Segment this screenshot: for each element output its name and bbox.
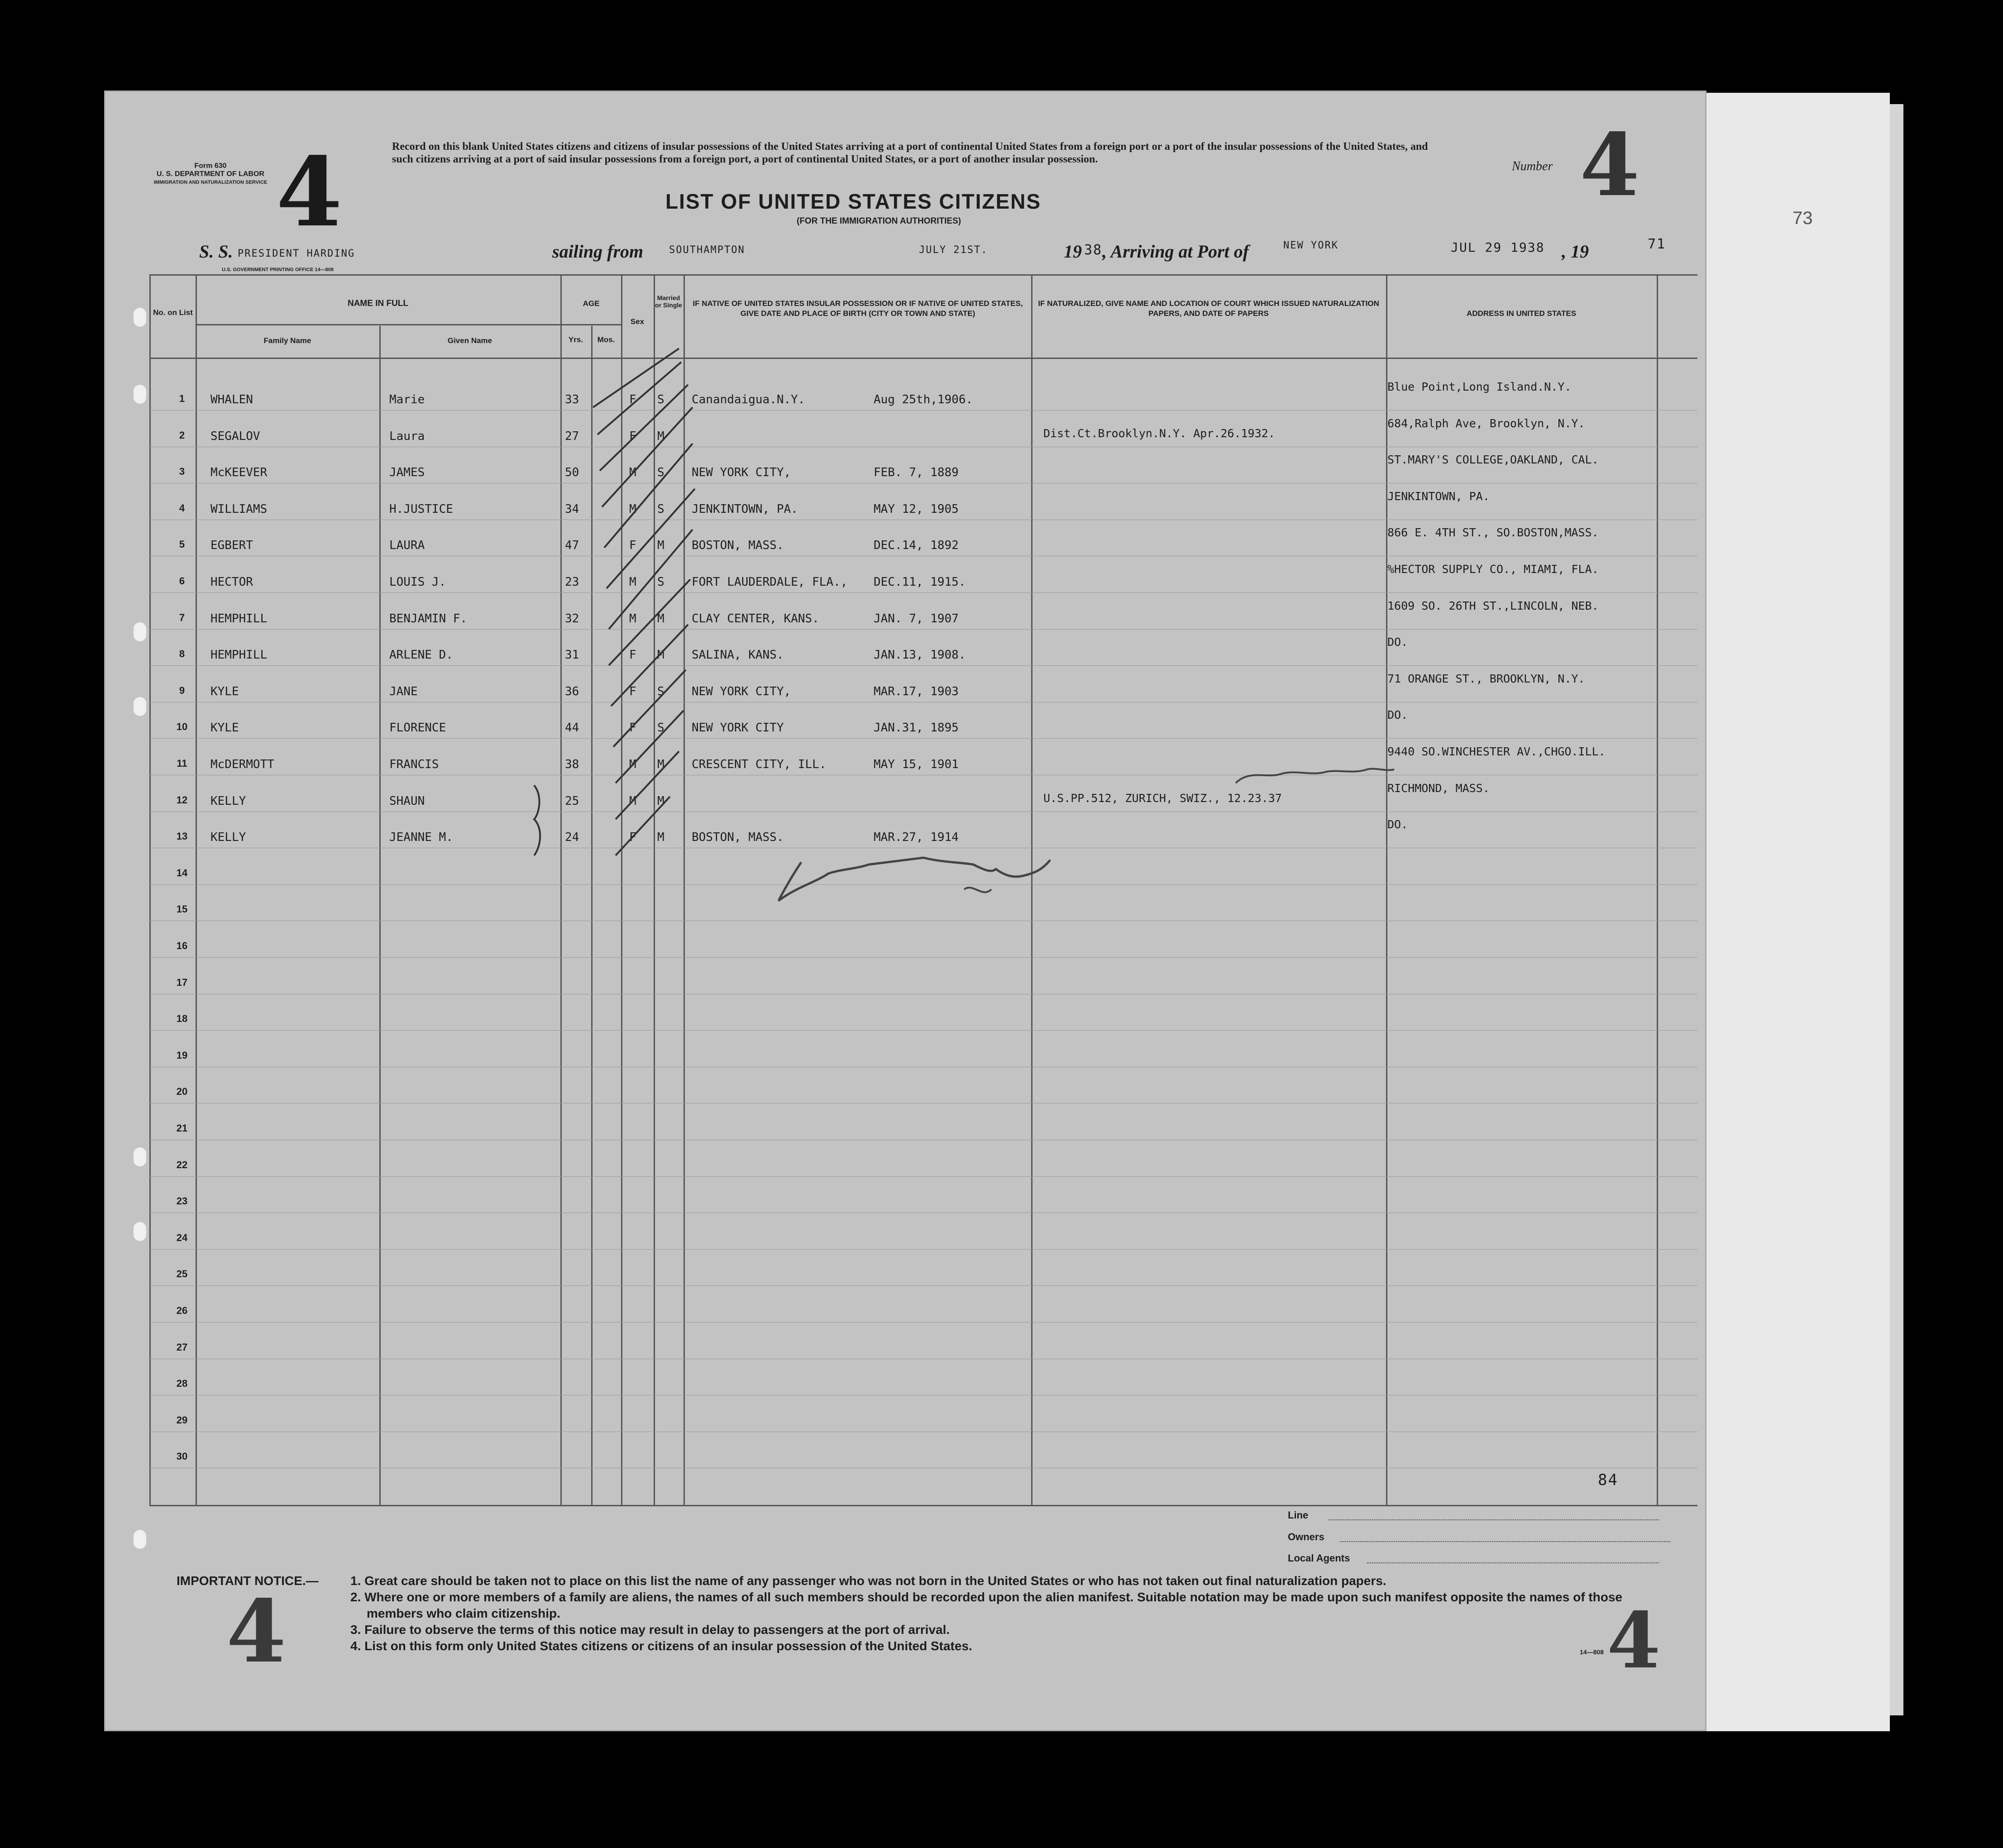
bracket-mark xyxy=(534,785,540,855)
row-number: 30 xyxy=(176,1451,188,1462)
marital-status-cell: S xyxy=(657,502,664,516)
check-stroke xyxy=(609,530,693,629)
header-years: Yrs. xyxy=(568,335,583,344)
row-number: 18 xyxy=(176,1013,188,1025)
birth-date-cell: FEB. 7, 1889 xyxy=(874,466,959,480)
sex-cell: M xyxy=(629,794,636,808)
check-stroke xyxy=(616,797,670,855)
given-name-cell: LAURA xyxy=(389,539,425,553)
page-subtitle: (FOR THE IMMIGRATION AUTHORITIES) xyxy=(797,216,961,226)
row-number: 23 xyxy=(176,1195,188,1207)
address-cell: Blue Point,Long Island.N.Y. xyxy=(1387,380,1572,393)
row-number: 26 xyxy=(176,1305,188,1316)
family-name-cell: WILLIAMS xyxy=(210,502,268,516)
birthplace-cell: FORT LAUDERDALE, FLA., xyxy=(692,575,848,589)
notice-item-4: 4. List on this form only United States citizens or citizens of an insular possession of the United States. xyxy=(350,1639,972,1653)
check-stroke xyxy=(604,444,693,548)
signature-suffix xyxy=(964,888,991,892)
marital-status-cell: S xyxy=(657,721,664,735)
address-cell: DO. xyxy=(1387,818,1408,831)
year-value: 38 xyxy=(1084,242,1103,258)
sex-cell: F xyxy=(629,684,636,698)
sex-cell: F xyxy=(629,429,636,443)
age-cell: 23 xyxy=(565,575,579,589)
row-number: 15 xyxy=(176,903,188,915)
marital-status-cell: M xyxy=(657,794,664,808)
row-number: 3 xyxy=(179,466,185,478)
owners-label: Owners xyxy=(1288,1531,1324,1542)
row-number: 21 xyxy=(176,1122,188,1134)
arrival-stamp: JUL 29 1938 xyxy=(1451,240,1545,255)
line-label: Line xyxy=(1288,1509,1309,1521)
header-naturalization: IF NATURALIZED, GIVE NAME AND LOCATION OF COURT WHICH ISSUED NATURALIZATION PAPERS, AND DATE OF PAPERS xyxy=(1038,299,1379,318)
family-name-cell: EGBERT xyxy=(210,539,253,553)
important-notice xyxy=(177,1573,1670,1654)
age-cell: 33 xyxy=(565,393,579,406)
row-number: 1 xyxy=(179,393,185,404)
marital-status-cell: M xyxy=(657,611,664,626)
age-cell: 47 xyxy=(565,539,579,553)
check-stroke xyxy=(598,362,681,435)
family-name-cell: KYLE xyxy=(210,684,239,698)
given-name-cell: FLORENCE xyxy=(389,721,446,735)
address-cell: DO. xyxy=(1387,635,1408,649)
port-from: SOUTHAMPTON xyxy=(669,244,745,256)
check-stroke xyxy=(616,711,684,783)
check-stroke xyxy=(611,625,688,706)
given-name-cell: JANE xyxy=(389,684,418,698)
naturalization-cell: Dist.Ct.Brooklyn.N.Y. Apr.26.1932. xyxy=(1043,426,1275,440)
check-stroke xyxy=(616,751,679,819)
given-name-cell: Marie xyxy=(389,393,425,406)
port-arrival: NEW YORK xyxy=(1283,240,1339,251)
birth-date-cell: DEC.11, 1915. xyxy=(874,575,966,589)
row-number: 2 xyxy=(179,429,185,441)
sex-cell: F xyxy=(629,721,636,735)
family-name-cell: McDERMOTT xyxy=(210,758,274,771)
row-number: 12 xyxy=(176,794,188,806)
row-number: 24 xyxy=(176,1232,188,1243)
birth-date-cell: Aug 25th,1906. xyxy=(874,393,973,406)
address-cell: DO. xyxy=(1387,708,1408,722)
row-number: 17 xyxy=(176,976,188,988)
given-name-cell: JAMES xyxy=(389,466,425,480)
row-number: 27 xyxy=(176,1341,188,1353)
row-number: 20 xyxy=(176,1086,188,1098)
service: IMMIGRATION AND NATURALIZATION SERVICE xyxy=(153,180,268,185)
birthplace-cell: Canandaigua.N.Y. xyxy=(692,393,805,406)
row-number: 29 xyxy=(176,1414,188,1426)
check-stroke xyxy=(607,489,695,588)
marital-status-cell: S xyxy=(657,466,664,480)
sex-cell: F xyxy=(629,393,636,406)
footer-printer-id: 14—808 xyxy=(1580,1648,1604,1656)
printer-id: U.S. GOVERNMENT PRINTING OFFICE 14—808 xyxy=(222,267,334,272)
marital-status-cell: M xyxy=(657,831,664,845)
ship-name: PRESIDENT HARDING xyxy=(238,248,355,259)
page-title: LIST OF UNITED STATES CITIZENS xyxy=(665,190,1042,213)
row-number: 14 xyxy=(176,867,188,879)
sex-cell: M xyxy=(629,758,636,771)
page-number-bottom: 84 xyxy=(1598,1471,1618,1489)
row-number: 5 xyxy=(179,539,185,550)
given-name-cell: Laura xyxy=(389,429,425,443)
age-cell: 27 xyxy=(565,429,579,443)
header-family-name: Family Name xyxy=(263,336,311,345)
address-cell: RICHMOND, MASS. xyxy=(1387,781,1490,795)
birth-date-cell: MAY 15, 1901 xyxy=(874,758,959,771)
marital-status-cell: S xyxy=(657,393,664,406)
birth-date-cell: JAN.31, 1895 xyxy=(874,721,959,735)
marital-status-cell: S xyxy=(657,575,664,589)
footer-number-right: 4 xyxy=(1607,1595,1661,1686)
year2-prefix: , 19 xyxy=(1562,241,1589,262)
header-given-name: Given Name xyxy=(447,336,492,345)
birthplace-cell: JENKINTOWN, PA. xyxy=(692,502,798,516)
birthplace-cell: CRESCENT CITY, ILL. xyxy=(692,758,827,771)
sex-cell: F xyxy=(629,831,636,845)
sex-cell: M xyxy=(629,502,636,516)
family-name-cell: WHALEN xyxy=(210,393,253,406)
address-cell: %HECTOR SUPPLY CO., MIAMI, FLA. xyxy=(1387,563,1599,576)
handwritten-note-parents xyxy=(1236,769,1394,783)
birthplace-cell: NEW YORK CITY, xyxy=(692,466,791,480)
age-cell: 38 xyxy=(565,758,579,771)
row-number: 6 xyxy=(179,575,185,587)
form-number-large: 4 xyxy=(276,136,343,248)
naturalization-cell: U.S.PP.512, ZURICH, SWIZ., 12.23.37 xyxy=(1043,791,1282,805)
address-cell: 9440 SO.WINCHESTER AV.,CHGO.ILL. xyxy=(1387,745,1606,758)
row-number: 8 xyxy=(179,648,185,660)
row-number: 16 xyxy=(176,940,188,951)
arriving-label: , Arriving at Port of xyxy=(1102,241,1249,262)
age-cell: 50 xyxy=(565,466,579,480)
given-name-cell: BENJAMIN F. xyxy=(389,611,468,626)
given-name-cell: JEANNE M. xyxy=(389,831,453,845)
sex-cell: M xyxy=(629,611,636,626)
birthplace-cell: NEW YORK CITY, xyxy=(692,684,791,698)
check-marks xyxy=(593,349,695,855)
year-prefix: 19 xyxy=(1064,241,1082,262)
marital-status-cell: M xyxy=(657,758,664,771)
departure-date: JULY 21ST. xyxy=(919,244,988,256)
notice-item-1: 1. Great care should be taken not to place on this list the name of any passenger who was not born in the United States or who has not taken out final naturalization papers. xyxy=(350,1574,1386,1588)
address-cell: 866 E. 4TH ST., SO.BOSTON,MASS. xyxy=(1387,526,1599,540)
corner-stamp: 71 xyxy=(1648,236,1666,252)
birthplace-cell: BOSTON, MASS. xyxy=(692,831,784,845)
family-name-cell: KELLY xyxy=(210,831,246,845)
header-sex: Sex xyxy=(630,317,645,326)
header-age: AGE xyxy=(583,299,600,308)
local-agents-label: Local Agents xyxy=(1288,1552,1350,1564)
marital-status-cell: M xyxy=(657,648,664,662)
ss-label: S. S. xyxy=(199,241,233,262)
family-name-cell: KYLE xyxy=(210,721,239,735)
header-married-single: Married or Single xyxy=(655,294,682,309)
family-name-cell: HEMPHILL xyxy=(210,648,268,662)
birthplace-cell: SALINA, KANS. xyxy=(692,648,784,662)
age-cell: 36 xyxy=(565,684,579,698)
sex-cell: M xyxy=(629,466,636,480)
age-cell: 25 xyxy=(565,794,579,808)
row-number: 4 xyxy=(179,502,185,514)
birth-date-cell: DEC.14, 1892 xyxy=(874,539,959,553)
family-name-cell: McKEEVER xyxy=(210,466,268,480)
row-number: 9 xyxy=(179,684,185,696)
given-name-cell: H.JUSTICE xyxy=(389,502,453,516)
birth-date-cell: JAN.13, 1908. xyxy=(874,648,966,662)
form-code: Form 630 xyxy=(194,162,227,170)
side-page-number: 73 xyxy=(1793,208,1813,228)
inspector-signature xyxy=(779,858,1050,901)
age-cell: 31 xyxy=(565,648,579,662)
sex-cell: F xyxy=(629,648,636,662)
notice-item-2: 2. Where one or more members of a family are aliens, the names of all such members should be recorded upon the alien manifest. Suitable notation may be made upon such manifest opposite the names of those members who claim citizenship. xyxy=(350,1590,1622,1620)
birthplace-cell: CLAY CENTER, KANS. xyxy=(692,611,819,626)
sailing-from-label: sailing from xyxy=(552,241,644,262)
given-name-cell: LOUIS J. xyxy=(389,575,446,589)
row-number: 19 xyxy=(176,1049,188,1061)
check-stroke xyxy=(613,670,686,747)
given-name-cell: SHAUN xyxy=(389,794,425,808)
header-no-on-list: No. on List xyxy=(153,308,193,317)
row-number: 25 xyxy=(176,1268,188,1280)
list-number: 4 xyxy=(1580,115,1640,215)
family-name-cell: HECTOR xyxy=(210,575,253,589)
age-cell: 44 xyxy=(565,721,579,735)
row-number: 22 xyxy=(176,1159,188,1170)
birth-date-cell: MAR.17, 1903 xyxy=(874,684,959,698)
department: U. S. DEPARTMENT OF LABOR xyxy=(157,170,264,178)
marital-status-cell: M xyxy=(657,539,664,553)
notice-item-3: 3. Failure to observe the terms of this notice may result in delay to passengers at the port of arrival. xyxy=(350,1623,950,1637)
family-name-cell: KELLY xyxy=(210,794,246,808)
header-birthplace: IF NATIVE OF UNITED STATES INSULAR POSSESSION OR IF NATIVE OF UNITED STATES, GIVE DATE AND PLACE OF BIRTH (CITY OR TOWN AND STATE) xyxy=(693,299,1023,318)
family-name-cell: HEMPHILL xyxy=(210,611,268,626)
birthplace-cell: NEW YORK CITY xyxy=(692,721,784,735)
row-number: 13 xyxy=(176,831,188,842)
sex-cell: M xyxy=(629,575,636,589)
sex-cell: F xyxy=(629,539,636,553)
number-label: Number xyxy=(1512,159,1553,173)
marital-status-cell: S xyxy=(657,684,664,698)
check-stroke xyxy=(609,579,690,665)
row-number: 7 xyxy=(179,611,185,623)
notice-heading: IMPORTANT NOTICE.— xyxy=(177,1574,319,1588)
check-stroke xyxy=(602,407,693,507)
given-name-cell: FRANCIS xyxy=(389,758,439,771)
age-cell: 24 xyxy=(565,831,579,845)
marital-status-cell: M xyxy=(657,429,664,443)
row-number: 11 xyxy=(177,758,187,769)
address-cell: 1609 SO. 26TH ST.,LINCOLN, NEB. xyxy=(1387,599,1599,612)
birth-date-cell: MAY 12, 1905 xyxy=(874,502,959,516)
row-number: 10 xyxy=(176,721,188,733)
birth-date-cell: JAN. 7, 1907 xyxy=(874,611,959,626)
age-cell: 34 xyxy=(565,502,579,516)
header-months: Mos. xyxy=(597,335,615,344)
row-number: 28 xyxy=(176,1378,188,1390)
line-field xyxy=(1329,1519,1659,1520)
form-instructions: Record on this blank United States citizens and citizens of insular possessions of the United States arriving at a port of continental United States from a foreign port or a port of the insular possessions of the United States, and such citizens arriving at a port of said insular possessions from a foreign port, a port of continental United States, or a port of another insular possession. xyxy=(392,141,1428,165)
family-name-cell: SEGALOV xyxy=(210,429,260,443)
address-cell: JENKINTOWN, PA. xyxy=(1387,489,1490,503)
birthplace-cell: BOSTON, MASS. xyxy=(692,539,784,553)
owners-field xyxy=(1340,1540,1670,1542)
birth-date-cell: MAR.27, 1914 xyxy=(874,831,959,845)
address-cell: ST.MARY'S COLLEGE,OAKLAND, CAL. xyxy=(1387,453,1599,467)
footer-number-large: 4 xyxy=(226,1581,287,1682)
address-cell: 684,Ralph Ave, Brooklyn, N.Y. xyxy=(1387,416,1585,430)
check-stroke xyxy=(593,349,679,407)
header-name-in-full: NAME IN FULL xyxy=(347,299,409,308)
age-cell: 32 xyxy=(565,611,579,626)
local-agents-field xyxy=(1367,1561,1659,1563)
given-name-cell: ARLENE D. xyxy=(389,648,453,662)
address-cell: 71 ORANGE ST., BROOKLYN, N.Y. xyxy=(1387,672,1585,685)
header-address: ADDRESS IN UNITED STATES xyxy=(1466,309,1577,318)
